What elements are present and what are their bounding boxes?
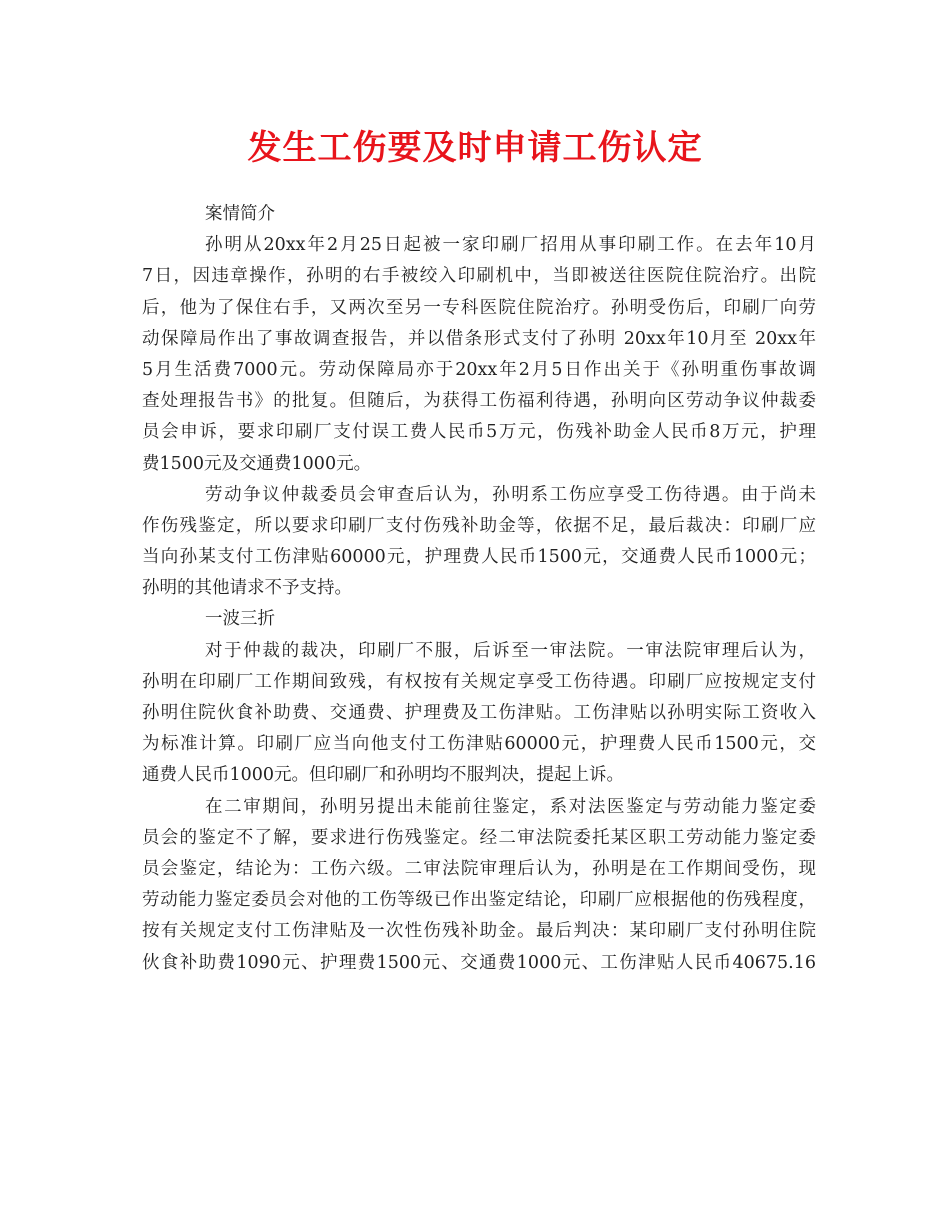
document-title: 发生工伤要及时申请工伤认定 (247, 128, 703, 168)
paragraph-line: 孙明从20xx年2月25日起被一家印刷厂招用从事印刷工作。在去年10月 (205, 235, 816, 256)
paragraph-line: 通费人民币1000元。但印刷厂和孙明均不服判决，提起上诉。 (142, 765, 625, 786)
paragraph-line: 7日，因违章操作，孙明的右手被绞入印刷机中，当即被送往医院住院治疗。出院 (142, 266, 816, 287)
paragraph-line: 查处理报告书》的批复。但随后，为获得工伤福利待遇，孙明向区劳动争议仲裁委 (142, 391, 816, 412)
paragraph-line: 对于仲裁的裁决，印刷厂不服，后诉至一审法院。一审法院审理后认为， (205, 640, 816, 661)
paragraph-line: 当向孙某支付工伤津贴60000元，护理费人民币1500元，交通费人民币1000元； (142, 547, 816, 568)
paragraph-line: 为标准计算。印刷厂应当向他支付工伤津贴60000元，护理费人民币1500元，交 (142, 734, 816, 755)
paragraph-line: 员会的鉴定不了解，要求进行伤残鉴定。经二审法院委托某区职工劳动能力鉴定委 (142, 827, 816, 848)
paragraph-line: 员会鉴定，结论为：工伤六级。二审法院审理后认为，孙明是在工作期间受伤，现 (142, 858, 816, 879)
paragraph-line: 5月生活费7000元。劳动保障局亦于20xx年2月5日作出关于《孙明重伤事故调 (142, 359, 816, 380)
paragraph-line: 劳动争议仲裁委员会审查后认为，孙明系工伤应享受工伤待遇。由于尚未 (205, 484, 816, 505)
section-heading-case-summary: 案情简介 (205, 204, 275, 224)
paragraph-line: 孙明的其他请求不予支持。 (142, 578, 352, 599)
paragraph-line: 按有关规定支付工伤津贴及一次性伤残补助金。最后判决：某印刷厂支付孙明住院 (142, 921, 816, 942)
paragraph-line: 后，他为了保住右手，又两次至另一专科医院住院治疗。孙明受伤后，印刷厂向劳 (142, 297, 816, 318)
paragraph-line: 在二审期间，孙明另提出未能前往鉴定，系对法医鉴定与劳动能力鉴定委 (205, 796, 816, 817)
paragraph-line: 费1500元及交通费1000元。 (142, 453, 372, 474)
paragraph-line: 孙明住院伙食补助费、交通费、护理费及工伤津贴。工伤津贴以孙明实际工资收入 (142, 703, 816, 723)
section-heading-twists: 一波三折 (205, 609, 275, 630)
paragraph-line: 孙明在印刷厂工作期间致残，有权按有关规定享受工伤待遇。印刷厂应按规定支付 (142, 671, 816, 692)
paragraph-line: 伙食补助费1090元、护理费1500元、交通费1000元、工伤津贴人民币40675.16 (142, 952, 816, 973)
document-body (142, 199, 816, 979)
paragraph-line: 动保障局作出了事故调查报告，并以借条形式支付了孙明 20xx年10月至 20xx年 (142, 328, 816, 349)
paragraph-line: 作伤残鉴定，所以要求印刷厂支付伤残补助金等，依据不足，最后裁决：印刷厂应 (142, 515, 816, 536)
paragraph-line: 劳动能力鉴定委员会对他的工伤等级已作出鉴定结论，印刷厂应根据他的伤残程度， (142, 890, 816, 911)
paragraph-line: 员会申诉，要求印刷厂支付误工费人民币5万元，伤残补助金人民币8万元，护理 (142, 422, 816, 443)
